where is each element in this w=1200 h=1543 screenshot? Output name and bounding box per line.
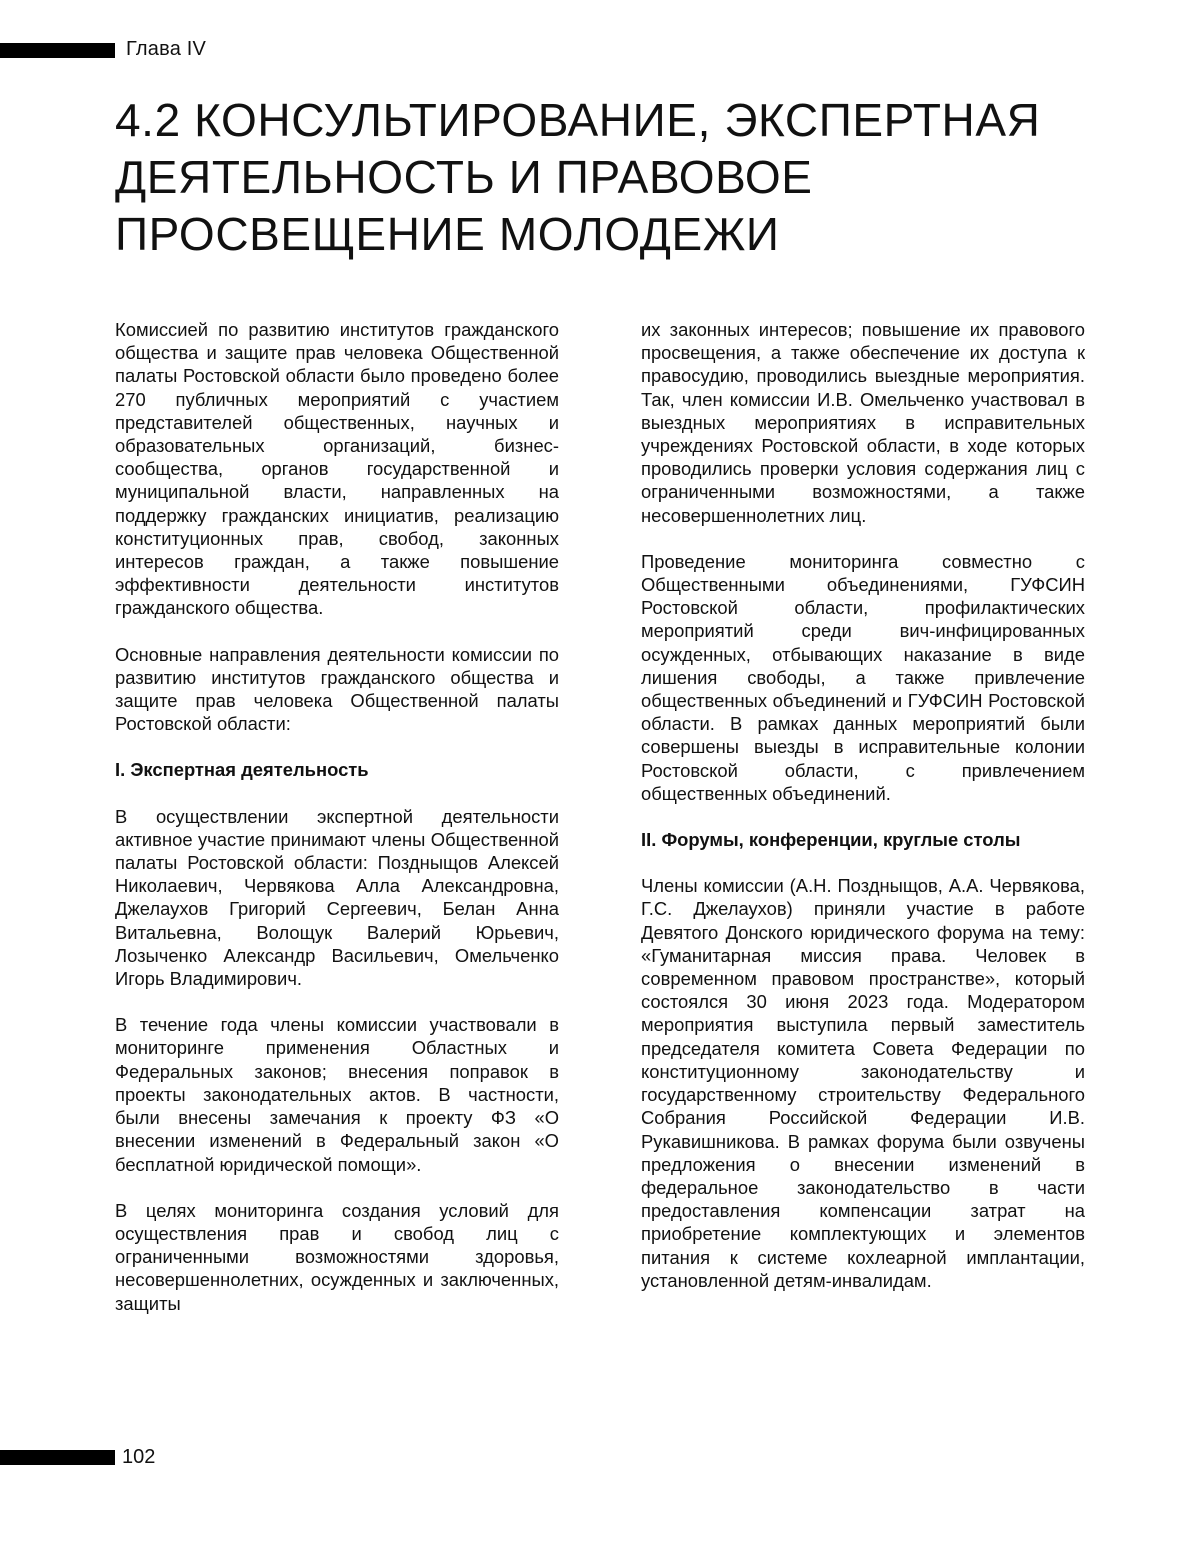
paragraph: их законных интересов; повышение их правового просвещения, а также обеспечение их доступа к правосудию, проводились выездные мероприятия. Так, член комиссии И.В. Омельченко участвовал в выездных мероприятиях в исправительных учреждениях Ростовской области, в ходе которых проводились проверки условия содержания лиц с ограниченными возможностями, а также несовершеннолетних лиц. (641, 319, 1085, 526)
paragraph: В осуществлении экспертной деятельности активное участие принимают члены Общественной палаты Ростовской области: Поздныщов Алексей Николаевич, Червякова Алла Александровна, Джелаухов Григорий Сергеевич, Белан Анна Витальевна, Волощук Валерий Юрьевич, Лозыченко Александр Васильевич, Омельченко Игорь Владимирович. (115, 805, 559, 990)
paragraph: Комиссией по развитию институтов гражданского общества и защите прав человека Общественной палаты Ростовской области было проведено более 270 публичных мероприятий с участием представителей общественных, научных и образовательных организаций, бизнес-сообщества, органов государственной и муниципальной власти, направленных на поддержку гражданских инициатив, реализацию конституционных прав, свобод, законных интересов граждан, а также повышение эффективности деятельности институтов гражданского общества. (115, 319, 559, 619)
footer-bar (0, 1450, 115, 1465)
section-title: 4.2 КОНСУЛЬТИРОВАНИЕ, ЭКСПЕРТНАЯ ДЕЯТЕЛЬНОСТЬ И ПРАВОВОЕ ПРОСВЕЩЕНИЕ МОЛОДЕЖИ (115, 94, 1041, 260)
right-column (641, 318, 1085, 1315)
subsection-heading: I. Экспертная деятельность (115, 759, 369, 781)
subsection-heading: II. Форумы, конференции, круглые столы (641, 829, 1021, 851)
left-column (115, 318, 559, 1338)
page-number: 102 (122, 1446, 156, 1468)
chapter-label: Глава IV (126, 38, 207, 60)
paragraph: Члены комиссии (А.Н. Поздныщов, А.А. Червякова, Г.С. Джелаухов) приняли участие в работе Девятого Донского юридического форума на тему: «Гуманитарная миссия права. Человек в современном правовом пространстве», который состоялся 30 июня 2023 года. Модератором мероприятия выступила первый заместитель председателя комитета Совета Федерации по конституционному законодательству и государственному строительству Федерального Собрания Российской Федерации И.В. Рукавишникова. В рамках форума были озвучены предложения о внесении изменений в федеральное законодательство в части предоставления компенсации затрат на приобретение комплектующих и элементов питания к системе кохлеарной имплантации, установленной детям-инвалидам. (641, 875, 1085, 1291)
paragraph: В течение года члены комиссии участвовали в мониторинге применения Областных и Федеральных законов; внесения поправок в проекты законодательных актов. В частности, были внесены замечания к проекту ФЗ «О внесении изменений в Федеральный закон «О бесплатной юридической помощи». (115, 1014, 559, 1175)
header-bar (0, 43, 115, 58)
paragraph: Основные направления деятельности комиссии по развитию институтов гражданского общества и защите прав человека Общественной палаты Ростовской области: (115, 643, 559, 735)
paragraph: В целях мониторинга создания условий для осуществления прав и свобод лиц с ограниченными возможностями здоровья, несовершеннолетних, осужденных и заключенных, защиты (115, 1199, 559, 1314)
paragraph: Проведение мониторинга совместно с Общественными объединениями, ГУФСИН Ростовской области, профилактических мероприятий среди вич-инфицированных осужденных, отбывающих наказание в виде лишения свободы, а также привлечение общественных объединений и ГУФСИН Ростовской области. В рамках данных мероприятий были совершены выезды в исправительные колонии Ростовской области, с привлечением общественных объединений. (641, 550, 1085, 804)
